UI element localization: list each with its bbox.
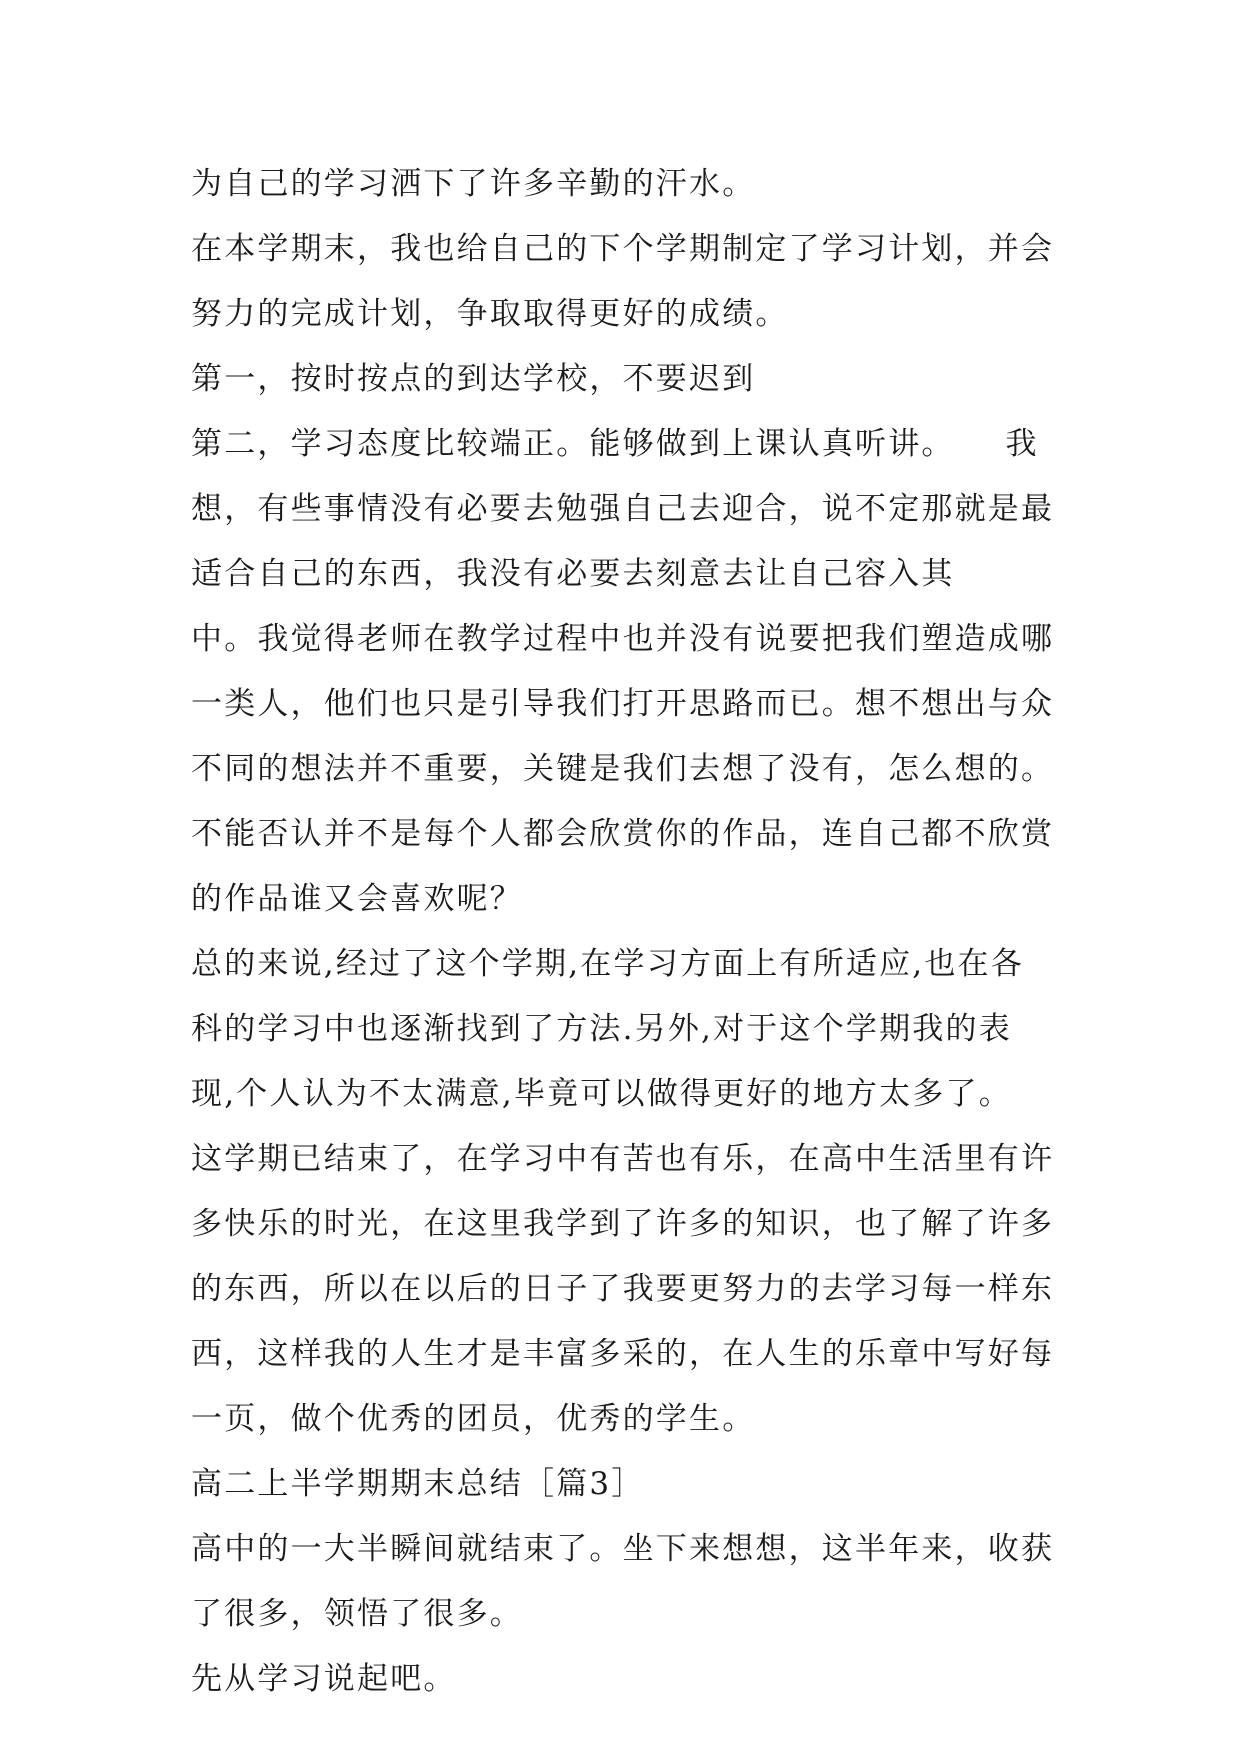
text-line: 多快乐的时光，在这里我学到了许多的知识，也了解了许多 <box>191 1206 1055 1242</box>
text-line: 想，有些事情没有必要去勉强自己去迎合，说不定那就是最 <box>191 491 1055 527</box>
text-line: 科的学习中也逐渐找到了方法.另外,对于这个学期我的表 <box>191 1011 1012 1047</box>
text-line: 中。我觉得老师在教学过程中也并没有说要把我们塑造成哪 <box>191 621 1055 657</box>
text-line: 了很多，领悟了很多。 <box>191 1596 523 1632</box>
text-line: 第二，学习态度比较端正。能够做到上课认真听讲。 我 <box>191 426 1039 462</box>
text-line: 为自己的学习洒下了许多辛勤的汗水。 <box>191 166 756 202</box>
text-line: 先从学习说起吧。 <box>191 1661 457 1697</box>
document-body <box>191 152 1071 1712</box>
text-line: 的东西，所以在以后的日子了我要更努力的去学习每一样东 <box>191 1271 1055 1307</box>
text-line: 的作品谁又会喜欢呢？ <box>191 881 523 917</box>
text-line: 现,个人认为不太满意,毕竟可以做得更好的地方太多了。 <box>191 1076 1012 1112</box>
text-line: 不能否认并不是每个人都会欣赏你的作品，连自己都不欣赏 <box>191 816 1055 852</box>
text-line: 西，这样我的人生才是丰富多采的，在人生的乐章中写好每 <box>191 1336 1055 1372</box>
section-heading: 高二上半学期期末总结［篇3］ <box>191 1466 645 1502</box>
text-line: 这学期已结束了，在学习中有苦也有乐，在高中生活里有许 <box>191 1141 1055 1177</box>
text-line: 一页，做个优秀的团员，优秀的学生。 <box>191 1401 756 1437</box>
text-line: 总的来说,经过了这个学期,在学习方面上有所适应,也在各 <box>191 946 1024 982</box>
text-line: 在本学期末，我也给自己的下个学期制定了学习计划，并会 <box>191 231 1055 267</box>
text-line: 不同的想法并不重要，关键是我们去想了没有，怎么想的。 <box>191 751 1055 787</box>
text-line: 适合自己的东西，我没有必要去刻意去让自己容入其 <box>191 556 955 592</box>
text-line: 一类人，他们也只是引导我们打开思路而已。想不想出与众 <box>191 686 1055 722</box>
text-line: 努力的完成计划，争取取得更好的成绩。 <box>191 296 789 332</box>
text-line: 高中的一大半瞬间就结束了。坐下来想想，这半年来，收获 <box>191 1531 1055 1567</box>
text-line: 第一，按时按点的到达学校，不要迟到 <box>191 361 756 397</box>
